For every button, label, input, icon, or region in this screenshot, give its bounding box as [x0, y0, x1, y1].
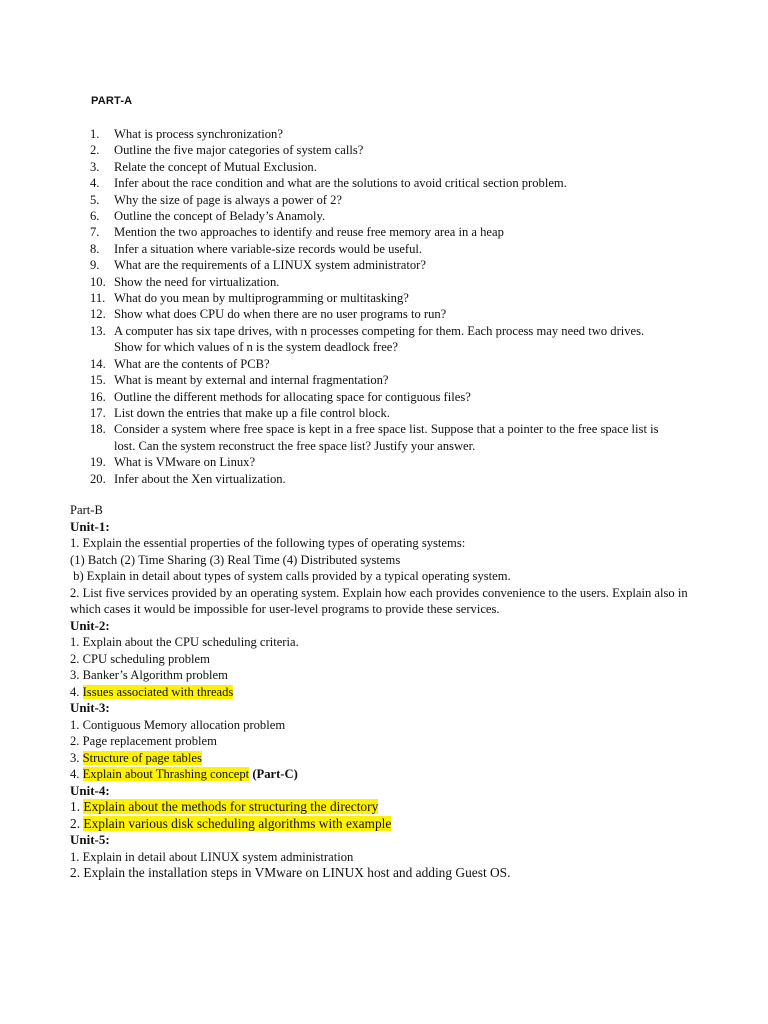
highlighted-text: Explain about Thrashing concept — [82, 767, 250, 781]
list-item — [0, 192, 700, 208]
list-item — [0, 208, 700, 224]
unit-4-line — [70, 816, 730, 833]
item-number: 3. — [90, 159, 100, 174]
unit-4-line — [70, 799, 730, 816]
item-text: Outline the concept of Belady’s Anamoly. — [114, 209, 326, 224]
item-text: What is process synchronization? — [114, 127, 283, 141]
item-number: 10. — [90, 274, 106, 289]
item-number: 12. — [90, 307, 106, 322]
item-number: 16. — [90, 389, 106, 404]
item-text: Infer about the Xen virtualization. — [114, 471, 286, 486]
list-item — [0, 224, 700, 240]
unit-1-line: b) Explain in detail about types of system calls provided by a typical operating system. — [70, 569, 511, 583]
item-number: 7. — [90, 225, 100, 240]
unit-3-line: 1. Contiguous Memory allocation problem — [70, 717, 286, 732]
unit-1-line: (1) Batch (2) Time Sharing (3) Real Time (4) Distributed systems — [70, 552, 401, 567]
list-item — [0, 142, 700, 158]
list-item — [0, 405, 700, 421]
line-number: 1. — [70, 799, 84, 814]
item-number: 20. — [90, 471, 106, 486]
unit-5-line: 2. Explain the installation steps in VMware on LINUX host and adding Guest OS. — [70, 865, 511, 880]
item-number: 1. — [90, 127, 100, 141]
list-item — [0, 454, 700, 470]
highlighted-text: Explain various disk scheduling algorithms with example — [83, 815, 392, 831]
item-text: A computer has six tape drives, with n processes competing for them. Each process may need two drives. Show for which values of n is the system deadlock free? — [114, 323, 645, 355]
item-number: 18. — [90, 422, 106, 437]
list-item — [0, 126, 700, 142]
item-number: 13. — [90, 323, 106, 338]
item-number: 9. — [90, 258, 100, 273]
item-text: Outline the five major categories of system calls? — [114, 143, 364, 158]
item-number: 5. — [90, 192, 100, 207]
item-text: Consider a system where free space is kept in a free space list. Suppose that a pointer to the free space list is lost. Can the system reconstruct the free space list? Justify your answer. — [114, 422, 659, 453]
item-number: 17. — [90, 405, 106, 420]
unit-3-line — [70, 750, 730, 767]
item-number: 8. — [90, 241, 100, 256]
list-item — [0, 274, 700, 290]
part-b-heading: Part-B — [70, 503, 103, 517]
item-number: 4. — [90, 176, 100, 191]
item-number: 19. — [90, 455, 106, 470]
item-number: 6. — [90, 209, 100, 224]
item-number: 11. — [90, 291, 106, 306]
unit-5-heading: Unit-5: — [70, 832, 110, 847]
item-text: Show the need for virtualization. — [114, 274, 280, 289]
unit-3-line — [70, 766, 730, 783]
unit-1-line: 1. Explain the essential properties of the following types of operating systems: — [70, 536, 466, 550]
list-item — [0, 290, 700, 306]
list-item — [0, 323, 669, 356]
unit-3-line: 2. Page replacement problem — [70, 734, 217, 748]
list-item — [0, 306, 700, 322]
unit-5-line: 1. Explain in detail about LINUX system administration — [70, 849, 354, 864]
item-number: 2. — [90, 143, 100, 158]
unit-2-line: 2. CPU scheduling problem — [70, 651, 210, 666]
list-item — [0, 356, 700, 372]
item-text: Infer a situation where variable-size records would be useful. — [114, 241, 423, 256]
highlighted-text: Structure of page tables — [82, 750, 202, 765]
item-text: Infer about the race condition and what are the solutions to avoid critical section problem. — [114, 176, 567, 191]
list-item — [0, 241, 700, 257]
part-c-tag: (Part-C) — [249, 767, 298, 781]
unit-2-line: 1. Explain about the CPU scheduling criteria. — [70, 635, 299, 649]
item-text: Why the size of page is always a power of 2? — [114, 192, 343, 207]
part-b-section — [70, 502, 730, 882]
item-text: List down the entries that make up a file control block. — [114, 405, 390, 420]
part-a-question-list — [0, 126, 700, 487]
list-item — [0, 372, 700, 388]
highlighted-text: Explain about the methods for structuring the directory — [83, 799, 379, 814]
unit-3-heading: Unit-3: — [70, 700, 110, 715]
item-text: Outline the different methods for allocating space for contiguous files? — [114, 389, 471, 404]
unit-2-heading: Unit-2: — [70, 617, 110, 633]
item-text: What do you mean by multiprogramming or multitasking? — [114, 291, 409, 306]
unit-1-line: 2. List five services provided by an operating system. Explain how each provides convenience to the users. Explain also in which cases it would be impossible for user-level programs to provide these services. — [70, 585, 688, 616]
item-text: What are the requirements of a LINUX system administrator? — [114, 258, 426, 273]
item-text: Mention the two approaches to identify and reuse free memory area in a heap — [114, 225, 504, 240]
part-a-heading: PART-A — [91, 95, 133, 107]
line-number: 2. — [70, 815, 84, 831]
unit-1-heading: Unit-1: — [70, 518, 110, 534]
list-item — [0, 421, 669, 454]
list-item — [0, 175, 700, 191]
unit-2-line — [70, 684, 730, 701]
item-text: What is meant by external and internal fragmentation? — [114, 373, 389, 388]
unit-2-line: 3. Banker’s Algorithm problem — [70, 668, 228, 682]
item-number: 14. — [90, 356, 106, 371]
line-number: 3. — [70, 750, 83, 765]
line-number: 4. — [70, 767, 83, 781]
item-text: What are the contents of PCB? — [114, 356, 270, 371]
item-number: 15. — [90, 373, 106, 388]
list-item — [0, 159, 700, 175]
list-item — [0, 257, 700, 273]
line-number: 4. — [70, 684, 83, 699]
item-text: Relate the concept of Mutual Exclusion. — [114, 159, 317, 174]
highlighted-text: Issues associated with threads — [82, 684, 234, 699]
list-item — [0, 389, 700, 405]
unit-4-heading: Unit-4: — [70, 782, 110, 798]
list-item — [0, 471, 700, 487]
item-text: Show what does CPU do when there are no user programs to run? — [114, 307, 447, 322]
item-text: What is VMware on Linux? — [114, 455, 256, 470]
